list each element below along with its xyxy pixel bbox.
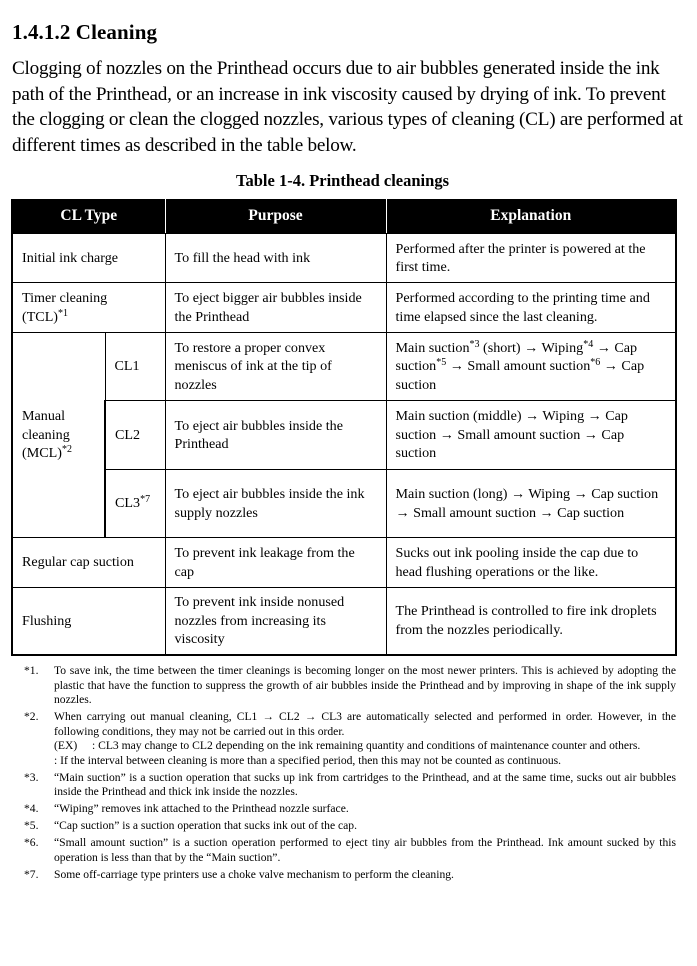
footnote-ref: *5 bbox=[436, 357, 447, 369]
table-row bbox=[12, 283, 676, 333]
footnote-text: “Wiping” removes ink attached to the Printhead nozzle surface. bbox=[54, 802, 349, 816]
footnote-body bbox=[54, 710, 676, 768]
cell-purpose: To fill the head with ink bbox=[165, 234, 386, 283]
intro-paragraph: Clogging of nozzles on the Printhead occurs due to air bubbles generated inside the ink path of the Printhead, or an increase in ink viscosity caused by drying of ink. To prevent the clogging or clean the clogged nozzles, various types of cleaning (CL) are performed at different times as described in the table below. bbox=[12, 58, 683, 156]
subtype-label: CL3 bbox=[115, 495, 141, 512]
cell-purpose: To eject air bubbles inside the ink supply nozzles bbox=[165, 470, 386, 538]
footnote bbox=[24, 771, 676, 800]
exp-part: → Cap suction bbox=[395, 339, 638, 375]
exp-part: (short) → Wiping bbox=[479, 339, 584, 356]
cell-purpose: To prevent ink inside nonused nozzles from increasing its viscosity bbox=[165, 588, 386, 655]
cell-explanation: Main suction (middle) → Wiping → Cap suction → Small amount suction → Cap suction bbox=[386, 401, 676, 470]
footnote bbox=[24, 664, 676, 708]
footnote-mark: *7. bbox=[24, 868, 39, 882]
footnote-mark: *1. bbox=[24, 664, 39, 677]
example-item: : If the interval between cleaning is more than a specified period, then this may not be counted as continuous. bbox=[54, 753, 562, 767]
header-purpose: Purpose bbox=[165, 200, 386, 234]
footnote-mark: *2. bbox=[24, 710, 39, 724]
footnote bbox=[24, 802, 676, 817]
cell-type bbox=[12, 283, 165, 333]
footnote bbox=[24, 836, 676, 865]
table-header-row bbox=[12, 200, 676, 234]
table-row bbox=[12, 401, 676, 470]
cell-type: Initial ink charge bbox=[12, 234, 165, 283]
example-label: (EX) bbox=[54, 739, 78, 753]
cell-subtype: CL2 bbox=[105, 401, 165, 470]
cell-purpose: To eject bigger air bubbles inside the Printhead bbox=[165, 283, 386, 333]
footnote-ref: *4 bbox=[583, 338, 594, 350]
section-heading: 1.4.1.2 Cleaning bbox=[12, 20, 158, 44]
footnote-text: “Cap suction” is a suction operation that sucks ink out of the cap. bbox=[54, 819, 357, 833]
footnote-ref: *1 bbox=[58, 307, 69, 319]
footnote-ref: *7 bbox=[140, 494, 151, 506]
cell-type: Flushing bbox=[12, 588, 165, 655]
type-label: Timer cleaning (TCL) bbox=[22, 290, 108, 325]
footnote bbox=[24, 868, 676, 883]
cell-type bbox=[12, 333, 105, 538]
footnote-text: “Small amount suction” is a suction operation performed to eject tiny air bubbles from the Printhead. Ink amount sucked by this operation is less than that by the “Main suction”. bbox=[54, 836, 676, 864]
footnote-ref: *2 bbox=[61, 444, 72, 456]
cell-explanation: The Printhead is controlled to fire ink droplets from the nozzles periodically. bbox=[386, 588, 676, 655]
table-row bbox=[12, 333, 676, 401]
footnote-text: To save ink, the time between the timer cleanings is becoming longer on the most newer printers. This is achieved by adopting the plastic that have the function to suppress the growth of air bubbles inside the Printhead and by improving in shape of the ink supply nozzles. bbox=[54, 664, 676, 706]
table-row bbox=[12, 470, 676, 538]
exp-part: → Cap suction bbox=[395, 358, 645, 393]
cell-explanation: Main suction (long) → Wiping → Cap suction → Small amount suction → Cap suction bbox=[386, 470, 676, 538]
footnote-text: When carrying out manual cleaning, CL1 → CL2 → CL3 are automatically selected and performed in order. However, in the following conditions, they may not be carried out in this order. bbox=[54, 710, 676, 738]
example-body bbox=[92, 739, 676, 754]
footnote-mark: *3. bbox=[24, 770, 39, 784]
footnote-ref: *6 bbox=[590, 357, 601, 369]
table-caption: Table 1-4. Printhead cleanings bbox=[236, 171, 449, 190]
footnote bbox=[24, 710, 676, 768]
footnote bbox=[24, 819, 676, 834]
cell-subtype: CL1 bbox=[105, 333, 165, 401]
footnote-text: “Main suction” is a suction operation that sucks up ink from cartridges to the Printhead, and at the same time, sucks out air bubbles inside the Printhead and thick ink inside the nozzles. bbox=[54, 770, 676, 799]
cell-explanation bbox=[386, 333, 676, 401]
table-row bbox=[12, 538, 676, 588]
footnote-ref: *3 bbox=[469, 338, 480, 350]
printhead-cleanings-table bbox=[11, 199, 677, 656]
cell-explanation: Performed after the printer is powered at the first time. bbox=[386, 234, 676, 283]
footnotes bbox=[24, 664, 676, 885]
footnote-mark: *5. bbox=[24, 819, 39, 833]
table-row bbox=[12, 588, 676, 655]
cell-subtype bbox=[105, 470, 165, 538]
cell-explanation: Sucks out ink pooling inside the cap due to head flushing operations or the like. bbox=[386, 538, 676, 588]
exp-part: → Small amount suction bbox=[446, 358, 591, 375]
header-cl-type: CL Type bbox=[12, 200, 165, 234]
footnote-text: Some off-carriage type printers use a choke valve mechanism to perform the cleaning. bbox=[54, 868, 454, 882]
type-label: Manual cleaning (MCL) bbox=[22, 408, 70, 462]
table-row bbox=[12, 234, 676, 283]
footnote-mark: *4. bbox=[24, 802, 39, 816]
header-explanation: Explanation bbox=[386, 200, 676, 234]
cell-type: Regular cap suction bbox=[12, 538, 165, 588]
footnote-mark: *6. bbox=[24, 836, 39, 850]
exp-part: Main suction bbox=[395, 339, 470, 356]
cell-purpose: To eject air bubbles inside the Printhead bbox=[165, 401, 386, 470]
cell-explanation: Performed according to the printing time and time elapsed since the last cleaning. bbox=[386, 283, 676, 333]
cell-purpose: To prevent ink leakage from the cap bbox=[165, 538, 386, 588]
cell-purpose: To restore a proper convex meniscus of ink at the tip of nozzles bbox=[165, 333, 386, 401]
example-block bbox=[54, 739, 676, 754]
example-item: : CL3 may change to CL2 depending on the ink remaining quantity and conditions of maintenance counter and others. bbox=[92, 739, 641, 753]
